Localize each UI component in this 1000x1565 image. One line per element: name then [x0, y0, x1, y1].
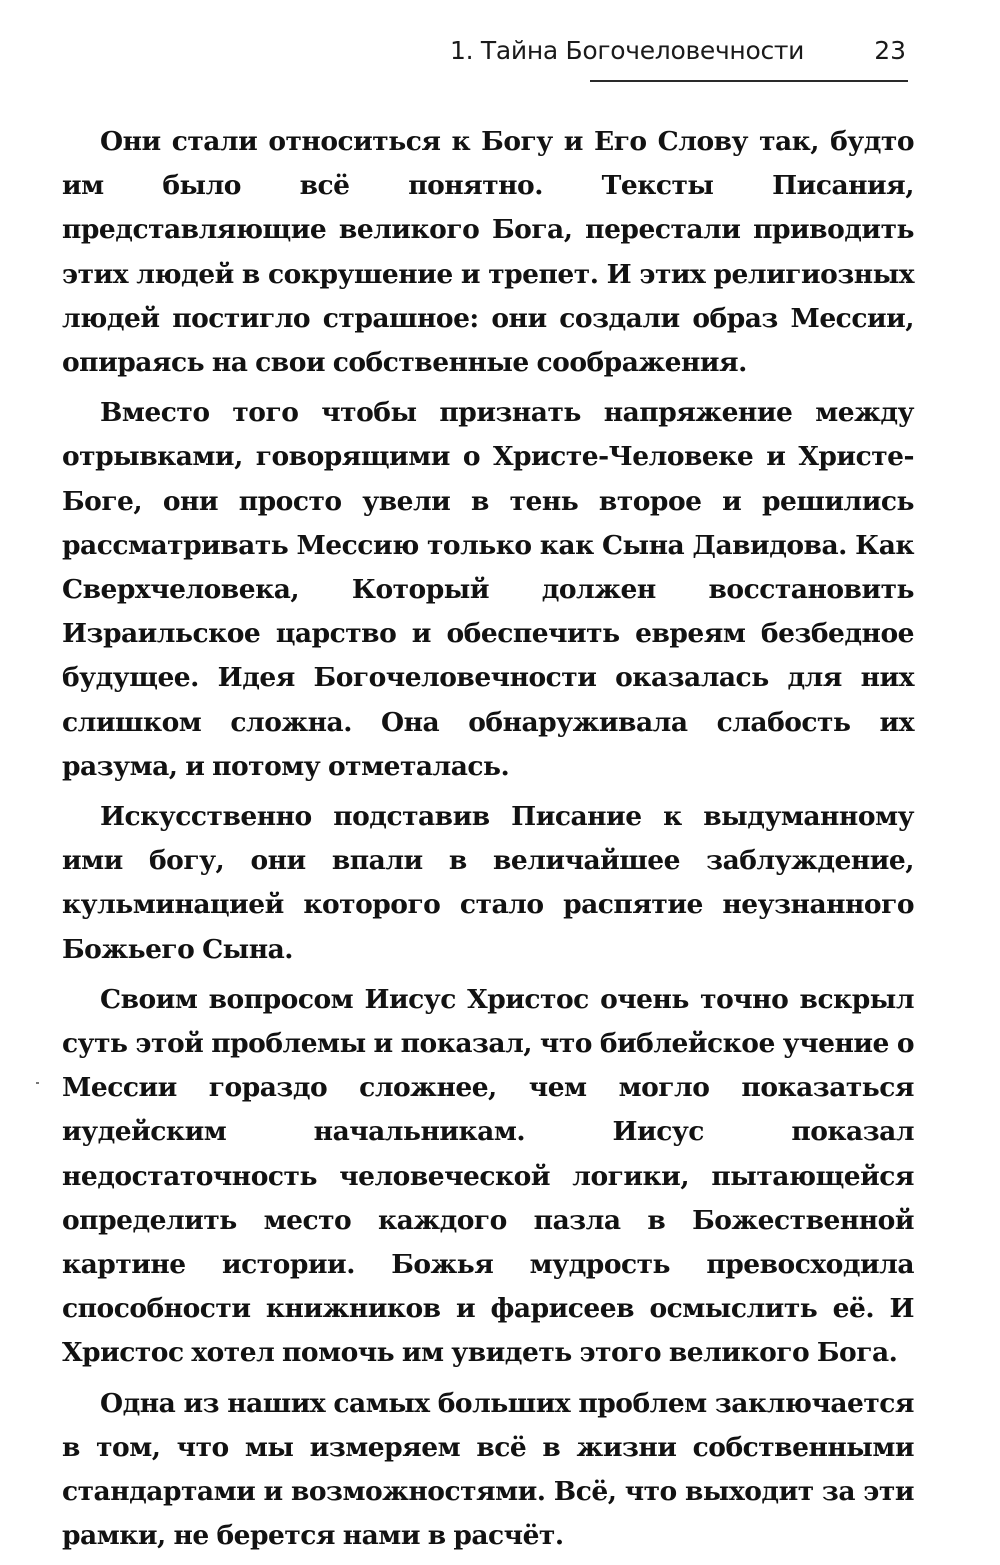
body-text — [62, 120, 914, 1565]
scan-speck — [36, 1082, 39, 1084]
paragraph: Одна из наших самых больших проблем заключается в том, что мы измеряем всё в жизни собственными стандартами и возможностями. Всё, что выходит за эти рамки, не берется нами в расчёт. — [62, 1387, 914, 1552]
paragraph: Своим вопросом Иисус Христос очень точно вскрыл суть этой проблемы и показал, что библейское учение о Мессии гораздо сложнее, чем могло показаться иудейским начальникам. Иисус показал недостаточность человеческой логики, пытающейся определить место каждого пазла в Божественной картине истории. Божья мудрость превосходила способности книжников и фарисеев осмыслить её. И Христос хотел помочь им увидеть этого великого Бога. — [62, 983, 914, 1369]
paragraph: Искусственно подставив Писание к выдуманному ими богу, они впали в величайшее заблуждение, кульминацией которого стало распятие неузнанного Божьего Сына. — [62, 801, 914, 965]
header-rule — [590, 80, 908, 82]
running-header — [400, 36, 908, 76]
paragraph: Вместо того чтобы признать напряжение между отрывками, говорящими о Христе-Человеке и Христе-Боге, они просто увели в тень второе и решились рассматривать Мессию только как Сына Давидова. Как Сверхчеловека, Который должен восстановить Израильское царство и обеспечить евреям безбедное будущее. Идея Богочеловечности оказалась для них слишком сложна. Она обнаруживала слабость их разума, и потому отметалась. — [62, 397, 914, 782]
paragraph: Они стали относиться к Богу и Его Слову так, будто им было всё понятно. Тексты Писания, представляющие великого Бога, перестали приводить этих людей в сокрушение и трепет. И этих религиозных людей постигло страшное: они создали образ Мессии, опираясь на свои собственные соображения. — [62, 126, 914, 379]
page-number: 23 — [874, 36, 906, 65]
chapter-title: 1. Тайна Богочеловечности — [450, 36, 805, 65]
